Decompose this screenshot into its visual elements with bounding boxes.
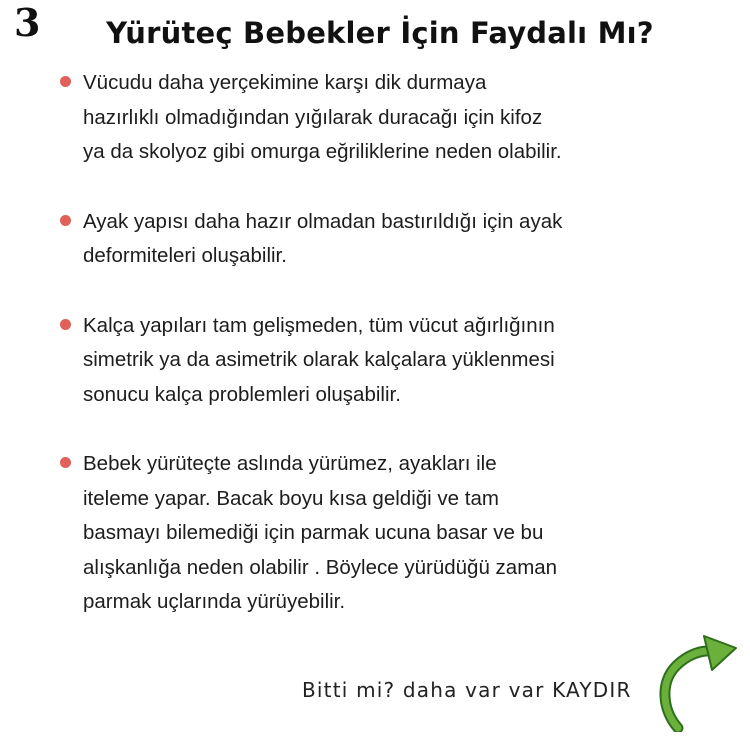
bullet-dot-icon — [60, 76, 71, 87]
bullet-line: ya da skolyoz gibi omurga eğriliklerine neden olabilir. — [83, 140, 562, 163]
list-item — [58, 66, 698, 170]
list-item — [58, 447, 698, 620]
curved-arrow-right-icon[interactable] — [656, 632, 740, 732]
list-item — [58, 205, 698, 274]
bullet-line: hazırlıklı olmadığından yığılarak duracağı için kifoz — [83, 105, 543, 129]
bullet-line: alışkanlığa neden olabilir . Böylece yürüdüğü zaman — [83, 555, 558, 579]
bullet-dot-icon — [60, 457, 71, 468]
bullet-line: Kalça yapıları tam gelişmeden, tüm vücut ağırlığının — [83, 313, 555, 337]
bullet-line: deformiteleri oluşabilir. — [83, 244, 287, 267]
bullet-line: iteleme yapar. Bacak boyu kısa geldiği ve tam — [83, 486, 499, 510]
bullet-dot-icon — [60, 215, 71, 226]
bullet-line: sonucu kalça problemleri oluşabilir. — [83, 382, 401, 406]
bullet-line: parmak uçlarında yürüyebilir. — [83, 590, 346, 613]
bullet-line: Ayak yapısı daha hazır olmadan bastırıldığı için ayak — [83, 209, 563, 233]
bullet-list — [58, 66, 698, 655]
page-title: Yürüteç Bebekler İçin Faydalı Mı? — [106, 16, 654, 50]
bullet-line: Bebek yürüteçte aslında yürümez, ayakları ile — [83, 452, 497, 475]
bullet-line: basmayı bilemediği için parmak ucuna basar ve bu — [83, 521, 544, 544]
swipe-hint-text: Bitti mi? daha var var KAYDIR — [302, 678, 632, 702]
list-item — [58, 309, 698, 413]
bullet-line: Vücudu daha yerçekimine karşı dik durmaya — [83, 71, 487, 94]
bullet-dot-icon — [60, 319, 71, 330]
page-number: 3 — [14, 0, 41, 45]
bullet-line: simetrik ya da asimetrik olarak kalçalara yüklenmesi — [83, 348, 555, 371]
